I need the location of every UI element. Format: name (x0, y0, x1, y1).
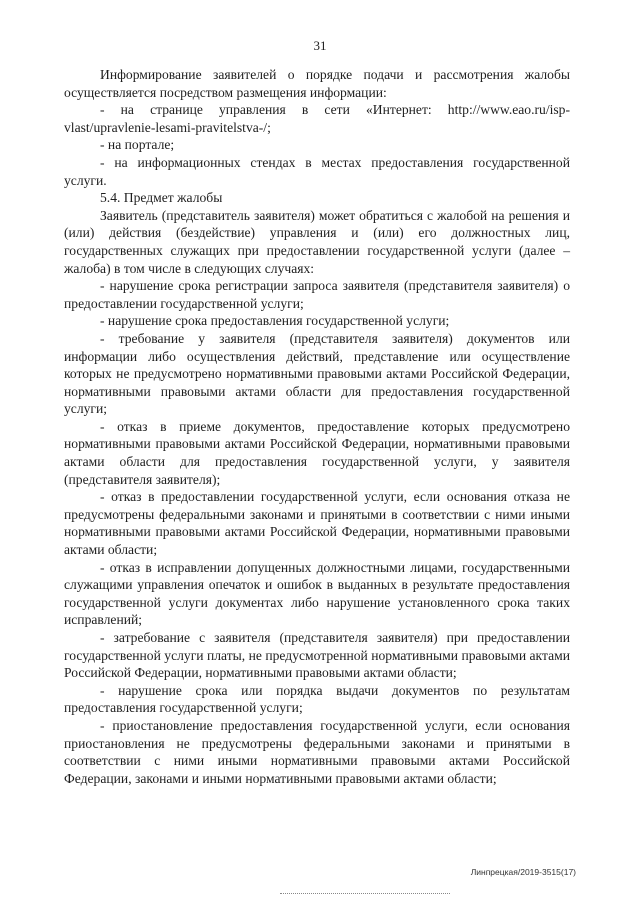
paragraph-complaint-intro: Заявитель (представитель заявителя) может обратиться с жалобой на решения и (или) действия (бездействие) управления и (или) его должностных лиц, государственных служащих при предоставлении государственной услуги (далее – жалоба) в том числе в следующих случаях: (64, 207, 570, 276)
list-item-website: - на странице управления в сети «Интернет: http://www.eao.ru/isp-vlast/upravlenie-lesami-pravitelstva-/; (64, 102, 570, 135)
list-item-issuance-violation: - нарушение срока или порядка выдачи документов по результатам предоставления государственной услуги; (64, 682, 570, 716)
list-item-registration-violation: - нарушение срока регистрации запроса заявителя (представителя заявителя) о предоставлении государственной услуги; (64, 278, 570, 311)
footer-document-code: Линпрецкая/2019-3515(17) (470, 867, 576, 877)
document-body (64, 66, 570, 787)
list-item-fee-demand: - затребование с заявителя (представителя заявителя) при предоставлении государственной услуги платы, не предусмотренной нормативными правовыми актами Российской Федерации, нормативными правовыми актами области; (64, 630, 570, 681)
list-item-acceptance-refusal: - отказ в приеме документов, предоставление которых предусмотрено нормативными правовыми актами Российской Федерации, нормативными правовыми актами области для предоставления государственной услуги, у заявителя (представителя заявителя); (64, 418, 570, 487)
list-item-portal: - на портале; (100, 137, 175, 153)
page-number: 31 (313, 38, 327, 53)
list-item-service-refusal: - отказ в предоставлении государственной услуги, если основания отказа не предусмотрены федеральными законами и принятыми в соответствии с ними иными нормативными правовыми актами Российской Федерации, нормативными правовыми актами области; (64, 489, 570, 558)
bottom-divider (280, 893, 450, 894)
section-heading: 5.4. Предмет жалобы (100, 190, 223, 206)
list-item-suspension: - приостановление предоставления государственной услуги, если основания приостановления не предусмотрены федеральными законами и принятыми в соответствии с ними иными нормативными правовыми актами Российской Федерации, законами и иными нормативными правовыми актами области; (64, 717, 570, 786)
list-item-stands: - на информационных стендах в местах предоставления государственной услуги. (64, 154, 570, 188)
paragraph-informing: Информирование заявителей о порядке подачи и рассмотрения жалобы осуществляется посредством размещения информации: (64, 67, 570, 100)
list-item-term-violation: - нарушение срока предоставления государственной услуги; (100, 313, 450, 329)
list-item-correction-refusal: - отказ в исправлении допущенных должностными лицами, государственными служащими управления опечаток и ошибок в выданных в результате предоставления государственной услуги документах либо нарушение установленного срока таких исправлений; (64, 559, 570, 628)
list-item-document-requirement: - требование у заявителя (представителя заявителя) документов или информации либо осуществления действий, представление или осуществление которых не предусмотрено нормативными правовыми актами Российской Федерации, нормативными правовыми актами области для предоставления государственной услуги; (64, 330, 570, 417)
